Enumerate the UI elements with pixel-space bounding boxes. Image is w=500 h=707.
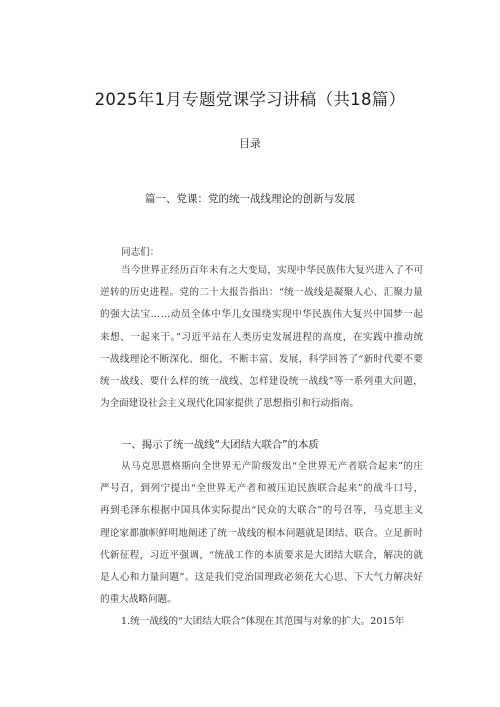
- paragraph-2: [100, 456, 423, 611]
- paragraph-1-line: 的强大法宝……动员全体中华儿女围绕实现中华民族伟大复兴中国梦一起: [100, 309, 424, 321]
- paragraph-2-line: 是人心和力量问题”。这是我们党治国理政必须花大心思、下大气力解决好: [100, 571, 424, 583]
- toc-heading: 目录: [239, 137, 261, 150]
- paragraph-1-line: 为全面建设社会主义现代化国家提供了思想指引和行动指南。: [100, 398, 360, 410]
- section-heading-1: 一、揭示了统一战线“大团结大联合”的本质: [121, 439, 319, 451]
- paragraph-2-line: 的重大战略问题。: [100, 594, 177, 606]
- paragraph-2-line: 严号召，到列宁提出“全世界无产者和被压迫民族联合起来”的战斗口号，: [100, 483, 424, 495]
- paragraph-1: [100, 260, 423, 415]
- paragraph-1-line: 逆转的历史进程。党的二十大报告指出：“统一战线是凝聚人心、汇聚力量: [100, 287, 424, 299]
- greeting: 同志们：: [121, 247, 160, 258]
- document-title: 2025年1月专题党课学习讲稿（共18篇）: [94, 90, 406, 109]
- paragraph-1-line: 来想、一起来干。”习近平站在人类历史发展进程的高度，在实践中推动统: [100, 331, 424, 343]
- paragraph-1-line: 当今世界正经历百年未有之大变局，实现中华民族伟大复兴进入了不可: [121, 265, 424, 276]
- chapter-title: 篇一、党课：党的统一战线理论的创新与发展: [145, 193, 355, 205]
- paragraph-3: [100, 611, 423, 633]
- paragraph-1-line: 统一战线、要什么样的统一战线、怎样建设统一战线”等一系列重大问题，: [100, 375, 424, 387]
- paragraph-2-line: 从马克思恩格斯向全世界无产阶级发出“全世界无产者联合起来”的庄: [121, 461, 424, 472]
- paragraph-3-line: 1.统一战线的“大团结大联合”体现在其范围与对象的扩大。2015年: [121, 616, 405, 627]
- paragraph-2-line: 代新征程，习近平强调，“统战工作的本质要求是大团结大联合，解决的就: [100, 549, 424, 561]
- paragraph-2-line: 理论家都旗帜鲜明地阐述了统一战线的根本问题就是团结、联合。立足新时: [100, 527, 423, 539]
- paragraph-2-line: 再到毛泽东根据中国具体实际提出“民众的大联合”的号召等，马克思主义: [100, 505, 424, 517]
- paragraph-1-line: 一战线理论不断深化、细化，不断丰富、发展，科学回答了“新时代要不要: [100, 353, 424, 365]
